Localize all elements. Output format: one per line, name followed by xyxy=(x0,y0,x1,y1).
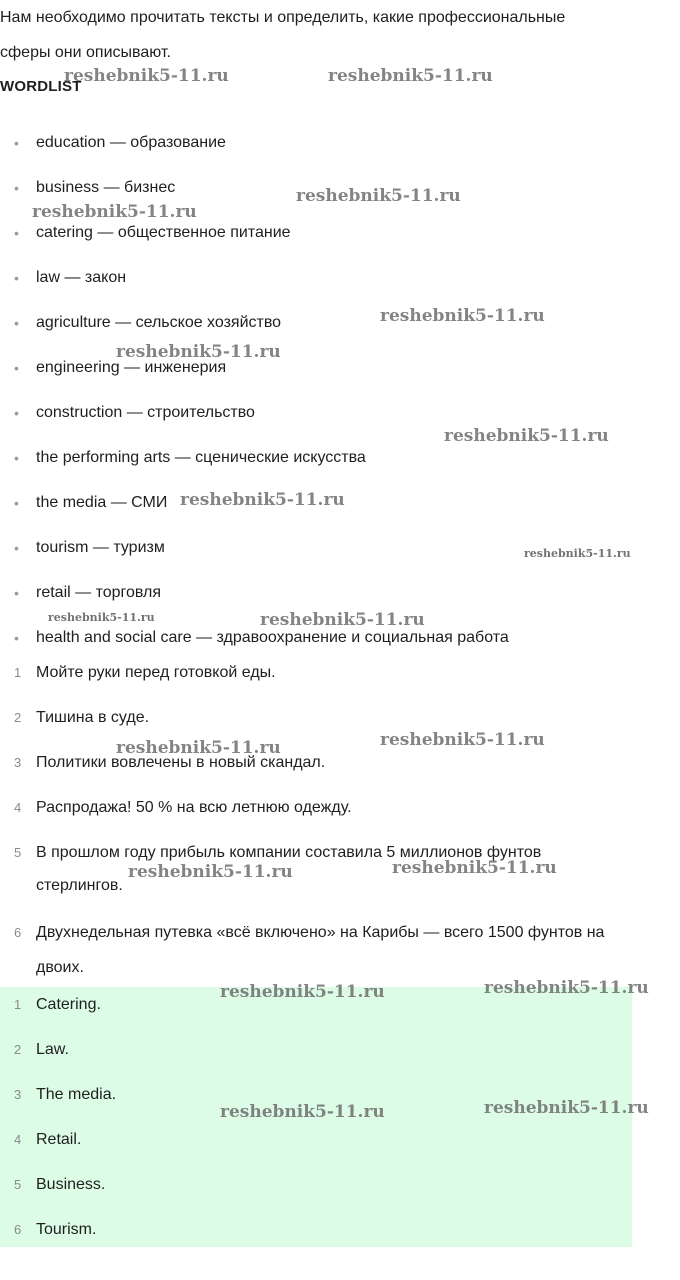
bullet-icon: • xyxy=(14,405,19,421)
bullet-icon: • xyxy=(14,540,19,556)
watermark: reshebnik5-11.ru xyxy=(444,426,609,446)
bullet-icon: • xyxy=(14,630,19,646)
watermark: reshebnik5-11.ru xyxy=(260,610,425,630)
answer-item: 4 Retail. xyxy=(0,1122,632,1167)
item-number: 3 xyxy=(14,1087,22,1102)
watermark: reshebnik5-11.ru xyxy=(328,66,493,86)
watermark: reshebnik5-11.ru xyxy=(524,547,631,560)
watermark: reshebnik5-11.ru xyxy=(392,858,557,878)
item-number: 5 xyxy=(14,1177,22,1192)
sentence-item: 5 В прошлом году прибыль компании составила 5 миллионов фунтов стерлингов. xyxy=(0,835,680,915)
item-number: 2 xyxy=(14,1042,22,1057)
sentence-item: 3 Политики вовлечены в новый скандал. xyxy=(0,745,680,790)
item-number: 2 xyxy=(14,710,22,725)
wordlist-item: • tourism — туризм xyxy=(0,530,680,575)
item-number: 5 xyxy=(14,845,22,860)
watermark: reshebnik5-11.ru xyxy=(64,66,229,86)
wordlist-item: • engineering — инженерия xyxy=(0,350,680,395)
watermark: reshebnik5-11.ru xyxy=(484,1098,649,1118)
intro-line-1: Нам необходимо прочитать тексты и определить, какие профессиональные xyxy=(0,9,566,26)
wordlist-item: • health and social care — здравоохранение и социальная работа xyxy=(0,620,680,665)
wordlist-item: • business — бизнес xyxy=(0,170,680,215)
item-number: 4 xyxy=(14,800,22,815)
wordlist xyxy=(0,125,680,665)
answer-item: 5 Business. xyxy=(0,1167,632,1212)
wordlist-item: • the media — СМИ xyxy=(0,485,680,530)
watermark: reshebnik5-11.ru xyxy=(220,982,385,1002)
watermark: reshebnik5-11.ru xyxy=(220,1102,385,1122)
watermark: reshebnik5-11.ru xyxy=(380,306,545,326)
item-number: 3 xyxy=(14,755,22,770)
answer-item: 3 The media. xyxy=(0,1077,632,1122)
sentence-item: 4 Распродажа! 50 % на всю летнюю одежду. xyxy=(0,790,680,835)
bullet-icon: • xyxy=(14,495,19,511)
sentence-item: 6 Двухнедельная путевка «всё включено» на Карибы — всего 1500 фунтов на двоих. xyxy=(0,915,680,975)
answer-item: 2 Law. xyxy=(0,1032,632,1077)
wordlist-item: • law — закон xyxy=(0,260,680,305)
intro-line-2: сферы они описывают. xyxy=(0,44,171,61)
wordlist-item: • education — образование xyxy=(0,125,680,170)
wordlist-item: • catering — общественное питание xyxy=(0,215,680,260)
wordlist-heading: WORDLIST xyxy=(0,78,82,95)
sentence-item: 1 Мойте руки перед готовкой еды. xyxy=(0,655,680,700)
bullet-icon: • xyxy=(14,180,19,196)
bullet-icon: • xyxy=(14,360,19,376)
bullet-icon: • xyxy=(14,450,19,466)
watermark: reshebnik5-11.ru xyxy=(116,342,281,362)
item-number: 6 xyxy=(14,925,22,940)
bullet-icon: • xyxy=(14,315,19,331)
watermark: reshebnik5-11.ru xyxy=(296,186,461,206)
item-number: 1 xyxy=(14,665,22,680)
wordlist-item: • retail — торговля xyxy=(0,575,680,620)
wordlist-item: • agriculture — сельское хозяйство xyxy=(0,305,680,350)
watermark: reshebnik5-11.ru xyxy=(128,862,293,882)
item-number: 4 xyxy=(14,1132,22,1147)
bullet-icon: • xyxy=(14,135,19,151)
watermark: reshebnik5-11.ru xyxy=(180,490,345,510)
sentence-list xyxy=(0,655,680,975)
bullet-icon: • xyxy=(14,270,19,286)
bullet-icon: • xyxy=(14,225,19,241)
watermark: reshebnik5-11.ru xyxy=(32,202,197,222)
bullet-icon: • xyxy=(14,585,19,601)
watermark: reshebnik5-11.ru xyxy=(484,978,649,998)
answer-item: 6 Tourism. xyxy=(0,1212,632,1257)
wordlist-item: • construction — строительство xyxy=(0,395,680,440)
item-number: 6 xyxy=(14,1222,22,1237)
watermark: reshebnik5-11.ru xyxy=(116,738,281,758)
sentence-item: 2 Тишина в суде. xyxy=(0,700,680,745)
watermark: reshebnik5-11.ru xyxy=(380,730,545,750)
answer-item: 1 Catering. xyxy=(0,987,632,1032)
answer-box xyxy=(0,987,632,1247)
item-number: 1 xyxy=(14,997,22,1012)
wordlist-item: • the performing arts — сценические искусства xyxy=(0,440,680,485)
intro-text xyxy=(0,0,676,70)
watermark: reshebnik5-11.ru xyxy=(48,611,155,624)
